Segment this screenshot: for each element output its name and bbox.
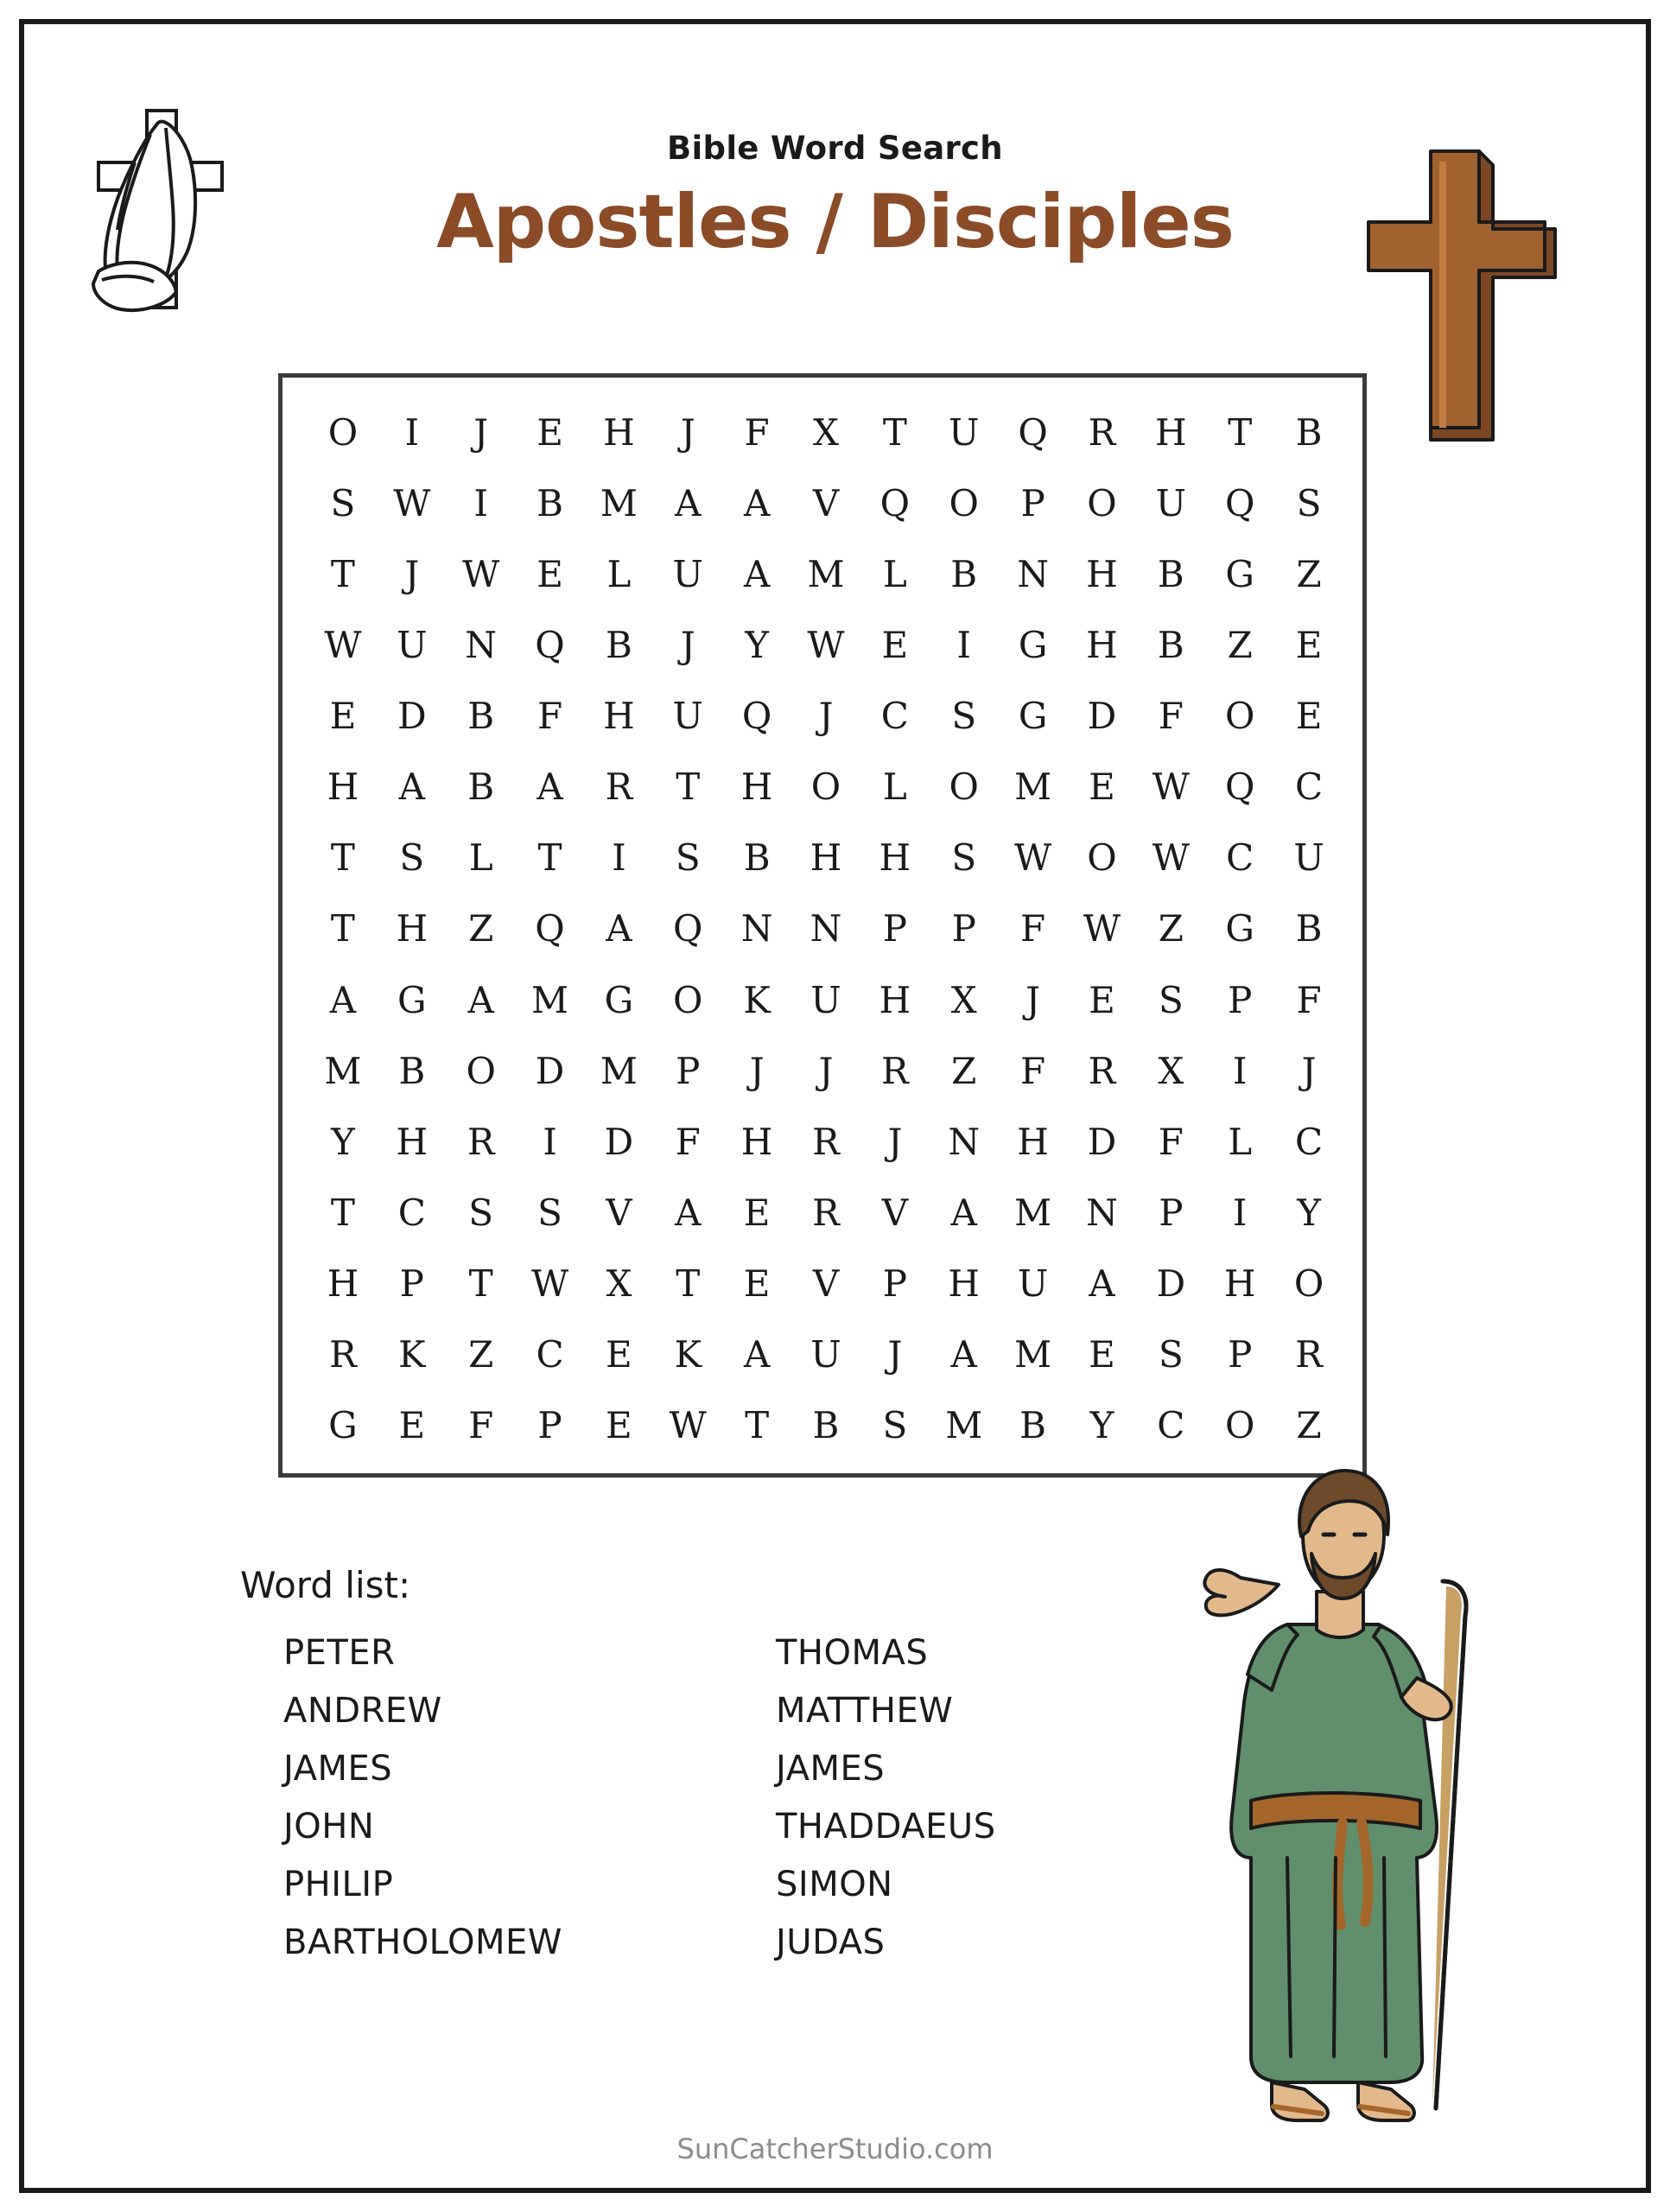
grid-cell[interactable]: P	[1159, 1192, 1184, 1235]
grid-cell[interactable]: B	[605, 623, 632, 666]
grid-cell[interactable]: O	[1224, 695, 1255, 738]
grid-cell[interactable]: I	[956, 623, 972, 666]
grid-cell[interactable]: S	[330, 481, 356, 524]
grid-cell[interactable]: A	[675, 1192, 702, 1235]
grid-cell[interactable]: E	[606, 1333, 632, 1376]
word-search-grid[interactable]	[308, 397, 1343, 1461]
grid-cell[interactable]: J	[749, 1049, 765, 1092]
grid-cell[interactable]: F	[675, 1120, 701, 1163]
grid-cell[interactable]: J	[680, 623, 695, 666]
grid-cell[interactable]: P	[1020, 481, 1045, 524]
grid-cell[interactable]: S	[1158, 1333, 1184, 1376]
grid-cell[interactable]: F	[468, 1404, 494, 1447]
grid-cell[interactable]: O	[327, 410, 359, 454]
word-list-item: PETER	[283, 1633, 396, 1673]
grid-cell[interactable]: O	[1087, 481, 1117, 524]
grid-cell[interactable]: P	[882, 907, 907, 950]
grid-cell[interactable]: P	[399, 1262, 424, 1306]
page-subtitle: Bible Word Search	[667, 130, 1003, 167]
grid-cell[interactable]: L	[606, 552, 632, 595]
grid-cell[interactable]: M	[600, 481, 638, 524]
grid-cell[interactable]: O	[466, 1049, 496, 1092]
grid-cell[interactable]: J	[404, 552, 420, 595]
grid-cell[interactable]: T	[1228, 410, 1253, 454]
grid-cell[interactable]: A	[675, 481, 702, 524]
grid-cell[interactable]: Q	[535, 623, 565, 666]
grid-cell[interactable]: W	[1152, 836, 1190, 880]
grid-cell[interactable]: Q	[1224, 766, 1255, 809]
grid-cell[interactable]: Z	[1296, 1404, 1322, 1447]
grid-cell[interactable]: H	[1223, 1262, 1256, 1306]
grid-cell[interactable]: B	[743, 836, 771, 880]
grid-cell[interactable]: M	[531, 978, 569, 1021]
grid-cell[interactable]: T	[745, 1404, 770, 1447]
grid-cell[interactable]: Q	[535, 907, 565, 950]
grid-cell[interactable]: H	[603, 410, 635, 454]
grid-cell[interactable]: Z	[1296, 552, 1322, 595]
grid-cell[interactable]: J	[818, 1049, 834, 1092]
word-list-item: BARTHOLOMEW	[283, 1923, 562, 1962]
grid-cell[interactable]: B	[812, 1404, 840, 1447]
word-list-item: THOMAS	[776, 1633, 929, 1673]
grid-cell[interactable]: D	[604, 1120, 634, 1163]
grid-cell[interactable]: M	[945, 1404, 983, 1447]
grid-cell[interactable]: E	[329, 695, 357, 738]
grid-cell[interactable]: F	[1158, 1120, 1184, 1163]
grid-cell[interactable]: H	[327, 1262, 359, 1306]
grid-cell[interactable]: S	[1296, 481, 1322, 524]
grid-cell[interactable]: W	[807, 623, 845, 666]
grid-cell[interactable]: X	[950, 978, 977, 1021]
grid-cell[interactable]: T	[330, 836, 355, 880]
grid-cell[interactable]: T	[330, 907, 355, 950]
grid-cell[interactable]: A	[537, 766, 563, 809]
grid-cell[interactable]: H	[396, 907, 429, 950]
grid-cell[interactable]: A	[743, 552, 771, 595]
grid-cell[interactable]: N	[740, 907, 773, 950]
grid-cell[interactable]: U	[1293, 836, 1324, 880]
grid-cell[interactable]: M	[1014, 1192, 1052, 1235]
grid-cell[interactable]: B	[467, 766, 495, 809]
grid-cell[interactable]: G	[1018, 623, 1048, 666]
grid-cell[interactable]: Z	[1158, 907, 1184, 950]
cross-icon	[1356, 143, 1564, 454]
grid-cell[interactable]: C	[880, 695, 909, 738]
grid-cell[interactable]: Y	[745, 623, 769, 666]
grid-cell[interactable]: A	[329, 978, 357, 1021]
grid-cell[interactable]: E	[743, 1262, 771, 1306]
grid-cell[interactable]: L	[468, 836, 493, 880]
grid-cell[interactable]: E	[606, 1404, 632, 1447]
grid-cell[interactable]: R	[812, 1120, 840, 1163]
grid-cell[interactable]: K	[674, 1333, 702, 1376]
grid-cell[interactable]: S	[951, 695, 977, 738]
word-list-item: SIMON	[776, 1865, 893, 1904]
grid-cell[interactable]: Q	[879, 481, 911, 524]
grid-cell[interactable]: W	[393, 481, 431, 524]
grid-cell[interactable]: W	[1014, 836, 1052, 880]
grid-cell[interactable]: Y	[1297, 1192, 1321, 1235]
grid-cell[interactable]: S	[882, 1404, 908, 1447]
grid-cell[interactable]: F	[1296, 978, 1322, 1021]
grid-cell[interactable]: L	[1228, 1120, 1253, 1163]
grid-cell[interactable]: U	[672, 695, 703, 738]
page-title: Apostles / Disciples	[436, 179, 1234, 265]
grid-cell[interactable]: V	[812, 481, 840, 524]
grid-cell[interactable]: C	[397, 1192, 426, 1235]
grid-cell[interactable]: U	[810, 1333, 841, 1376]
grid-cell[interactable]: J	[680, 410, 695, 454]
grid-cell[interactable]: A	[467, 978, 494, 1021]
grid-cell[interactable]: S	[537, 1192, 562, 1235]
grid-cell[interactable]: H	[1086, 623, 1118, 666]
word-list-item: JAMES	[776, 1749, 886, 1789]
grid-cell[interactable]: O	[1087, 836, 1117, 880]
footer-credit: SunCatcherStudio.com	[676, 2133, 994, 2165]
grid-cell[interactable]: I	[1232, 1192, 1248, 1235]
grid-cell[interactable]: H	[810, 836, 842, 880]
grid-cell[interactable]: C	[1157, 1404, 1185, 1447]
grid-cell[interactable]: F	[1020, 1049, 1046, 1092]
grid-cell[interactable]: M	[324, 1049, 362, 1092]
grid-cell[interactable]: Q	[1018, 410, 1048, 454]
grid-cell[interactable]: E	[1089, 1333, 1115, 1376]
grid-cell[interactable]: D	[535, 1049, 565, 1092]
grid-cell[interactable]: I	[543, 1120, 557, 1163]
grid-cell[interactable]: V	[881, 1192, 909, 1235]
grid-cell[interactable]: W	[1083, 907, 1121, 950]
grid-cell[interactable]: K	[398, 1333, 426, 1376]
grid-cell[interactable]: E	[398, 1404, 426, 1447]
grid-cell[interactable]: N	[465, 623, 498, 666]
grid-cell[interactable]: J	[887, 1333, 903, 1376]
disciple-figure-illustration	[1158, 1452, 1521, 2134]
grid-cell[interactable]: E	[743, 1192, 771, 1235]
grid-cell[interactable]: U	[672, 552, 703, 595]
grid-cell[interactable]: H	[1017, 1120, 1049, 1163]
grid-cell[interactable]: O	[810, 766, 841, 809]
grid-cell[interactable]: A	[743, 481, 771, 524]
grid-cell[interactable]: I	[473, 481, 488, 524]
grid-cell[interactable]: C	[1294, 1120, 1324, 1163]
grid-cell[interactable]: L	[882, 766, 907, 809]
word-list-item: THADDAEUS	[776, 1807, 996, 1847]
grid-cell[interactable]: C	[536, 1333, 564, 1376]
grid-cell[interactable]: R	[1088, 1049, 1116, 1092]
grid-cell[interactable]: B	[467, 695, 495, 738]
grid-cell[interactable]: F	[537, 695, 563, 738]
grid-cell[interactable]: V	[606, 1192, 632, 1235]
grid-cell[interactable]: H	[879, 978, 911, 1021]
grid-cell[interactable]: R	[1088, 410, 1116, 454]
word-list-item: PHILIP	[283, 1865, 394, 1904]
grid-cell[interactable]: R	[605, 766, 633, 809]
grid-cell[interactable]: R	[467, 1120, 495, 1163]
grid-cell[interactable]: Z	[468, 907, 494, 950]
grid-cell[interactable]: D	[1156, 1262, 1186, 1306]
grid-cell[interactable]: E	[1089, 978, 1115, 1021]
grid-cell[interactable]: N	[1086, 1192, 1118, 1235]
grid-cell[interactable]: U	[949, 410, 980, 454]
grid-cell[interactable]: A	[1089, 1262, 1115, 1306]
grid-cell[interactable]: U	[1155, 481, 1187, 524]
grid-cell[interactable]: O	[1293, 1262, 1324, 1306]
word-list-item: MATTHEW	[776, 1691, 954, 1731]
grid-cell[interactable]: H	[879, 836, 911, 880]
grid-cell[interactable]: B	[398, 1049, 426, 1092]
grid-cell[interactable]: H	[603, 695, 635, 738]
grid-cell[interactable]: G	[604, 978, 634, 1021]
grid-cell[interactable]: N	[948, 1120, 981, 1163]
grid-cell[interactable]: E	[881, 623, 909, 666]
grid-cell[interactable]: H	[327, 766, 359, 809]
grid-cell[interactable]: P	[882, 1262, 907, 1306]
grid-cell[interactable]: F	[1158, 695, 1184, 738]
grid-cell[interactable]: N	[810, 907, 842, 950]
grid-cell[interactable]: T	[468, 1262, 493, 1306]
grid-cell[interactable]: S	[468, 1192, 494, 1235]
grid-cell[interactable]: I	[612, 836, 626, 880]
word-list-heading: Word list:	[240, 1564, 411, 1606]
grid-cell[interactable]: B	[1157, 623, 1184, 666]
word-list-item: JAMES	[283, 1749, 393, 1789]
grid-cell[interactable]: I	[1232, 1049, 1248, 1092]
grid-cell[interactable]: P	[1228, 1333, 1253, 1376]
grid-cell[interactable]: X	[1158, 1049, 1184, 1092]
grid-cell[interactable]: Q	[673, 907, 703, 950]
grid-cell[interactable]: D	[397, 695, 427, 738]
grid-cell[interactable]: Z	[1227, 623, 1253, 666]
grid-cell[interactable]: T	[882, 410, 907, 454]
grid-cell[interactable]: B	[1295, 907, 1323, 950]
grid-cell[interactable]: S	[399, 836, 425, 880]
grid-cell[interactable]: Z	[951, 1049, 977, 1092]
grid-cell[interactable]: B	[1295, 410, 1323, 454]
grid-cell[interactable]: Y	[331, 1120, 355, 1163]
grid-cell[interactable]: Z	[468, 1333, 494, 1376]
grid-cell[interactable]: G	[397, 978, 427, 1021]
grid-cell[interactable]: W	[530, 1262, 569, 1306]
grid-cell[interactable]: E	[537, 552, 563, 595]
grid-cell[interactable]: T	[330, 552, 355, 595]
grid-cell[interactable]: O	[949, 481, 979, 524]
grid-cell[interactable]: B	[950, 552, 978, 595]
grid-cell[interactable]: S	[675, 836, 701, 880]
grid-cell[interactable]: F	[1020, 907, 1046, 950]
grid-cell[interactable]: T	[676, 766, 701, 809]
grid-cell[interactable]: A	[398, 766, 425, 809]
grid-cell[interactable]: C	[1226, 836, 1254, 880]
grid-cell[interactable]: R	[1295, 1333, 1323, 1376]
word-list-item: ANDREW	[283, 1691, 442, 1731]
grid-cell[interactable]: N	[1017, 552, 1049, 595]
grid-cell[interactable]: P	[951, 907, 976, 950]
word-list-item: JUDAS	[776, 1923, 886, 1962]
word-list	[283, 1624, 1147, 1972]
grid-cell[interactable]: G	[1225, 907, 1254, 950]
grid-cell[interactable]: U	[810, 978, 841, 1021]
grid-cell[interactable]: S	[1158, 978, 1184, 1021]
grid-cell[interactable]: B	[537, 481, 563, 524]
grid-cell[interactable]: A	[950, 1333, 977, 1376]
grid-cell[interactable]: J	[887, 1120, 903, 1163]
grid-cell[interactable]: O	[673, 978, 703, 1021]
grid-cell[interactable]: E	[537, 410, 563, 454]
grid-cell[interactable]: D	[1087, 695, 1117, 738]
grid-cell[interactable]: P	[676, 1049, 701, 1092]
grid-cell[interactable]: P	[537, 1404, 562, 1447]
grid-cell[interactable]: D	[1087, 1120, 1117, 1163]
grid-cell[interactable]: I	[404, 410, 420, 454]
grid-cell[interactable]: H	[1155, 410, 1187, 454]
grid-cell[interactable]: E	[1295, 623, 1323, 666]
grid-cell[interactable]: J	[818, 695, 834, 738]
grid-cell[interactable]: O	[949, 766, 979, 809]
grid-cell[interactable]: J	[1025, 978, 1041, 1021]
grid-cell[interactable]: J	[1301, 1049, 1317, 1092]
grid-cell[interactable]: W	[324, 623, 362, 666]
grid-cell[interactable]: L	[882, 552, 907, 595]
grid-cell[interactable]: K	[743, 978, 771, 1021]
grid-cell[interactable]: W	[462, 552, 500, 595]
grid-cell[interactable]: H	[740, 1120, 773, 1163]
grid-cell[interactable]: A	[950, 1192, 977, 1235]
grid-cell[interactable]: J	[473, 410, 489, 454]
word-search-grid-container	[278, 373, 1367, 1478]
grid-cell[interactable]: Q	[1224, 481, 1255, 524]
grid-cell[interactable]: E	[1089, 766, 1115, 809]
grid-cell[interactable]: B	[1157, 552, 1184, 595]
grid-cell[interactable]: H	[740, 766, 773, 809]
grid-cell[interactable]: S	[951, 836, 977, 880]
grid-cell[interactable]: M	[1014, 766, 1052, 809]
grid-cell[interactable]: W	[1152, 766, 1190, 809]
grid-cell[interactable]: A	[606, 907, 632, 950]
grid-cell[interactable]: R	[329, 1333, 357, 1376]
grid-cell[interactable]: P	[1228, 978, 1253, 1021]
grid-cell[interactable]: M	[807, 552, 845, 595]
grid-cell[interactable]: H	[1086, 552, 1118, 595]
grid-cell[interactable]: M	[1014, 1333, 1052, 1376]
grid-cell[interactable]: M	[600, 1049, 638, 1092]
word-list-item: JOHN	[283, 1807, 375, 1847]
grid-cell[interactable]: E	[1295, 695, 1323, 738]
grid-cell[interactable]: B	[1019, 1404, 1047, 1447]
grid-cell[interactable]: R	[881, 1049, 909, 1092]
grid-cell[interactable]: T	[330, 1192, 355, 1235]
grid-cell[interactable]: Q	[741, 695, 772, 738]
grid-cell[interactable]: Y	[1089, 1404, 1114, 1447]
grid-cell[interactable]: G	[1225, 552, 1254, 595]
grid-cell[interactable]: H	[396, 1120, 429, 1163]
grid-cell[interactable]: W	[669, 1404, 707, 1447]
grid-cell[interactable]: O	[1224, 1404, 1255, 1447]
grid-cell[interactable]: U	[397, 623, 428, 666]
grid-cell[interactable]: T	[676, 1262, 701, 1306]
grid-cell[interactable]: T	[537, 836, 562, 880]
grid-cell[interactable]: G	[1018, 695, 1048, 738]
grid-cell[interactable]: X	[606, 1262, 632, 1306]
grid-cell[interactable]: U	[1017, 1262, 1049, 1306]
grid-cell[interactable]: C	[1294, 766, 1324, 809]
grid-cell[interactable]: X	[813, 410, 839, 454]
grid-cell[interactable]: G	[328, 1404, 358, 1447]
grid-cell[interactable]: F	[744, 410, 770, 454]
grid-cell[interactable]: A	[743, 1333, 771, 1376]
grid-cell[interactable]: R	[812, 1192, 840, 1235]
grid-cell[interactable]: V	[812, 1262, 840, 1306]
grid-cell[interactable]: H	[948, 1262, 981, 1306]
